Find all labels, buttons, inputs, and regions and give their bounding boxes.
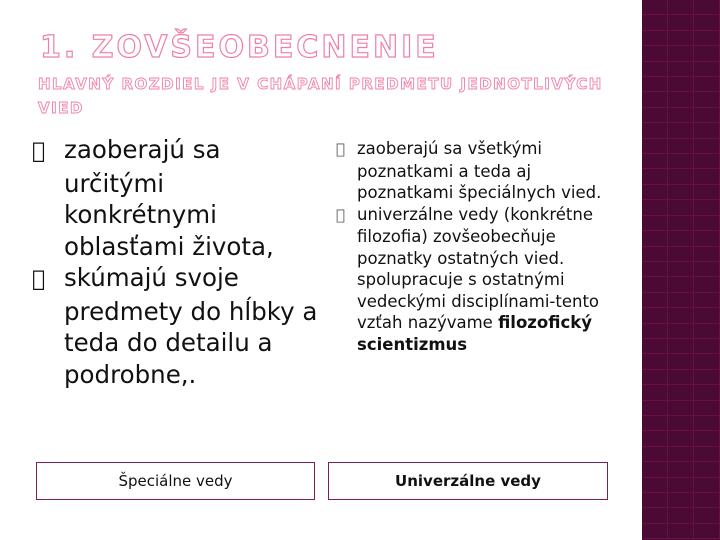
strip-cell (642, 231, 668, 246)
strip-cell (642, 200, 668, 215)
strip-cell (642, 401, 668, 416)
strip-cell (694, 216, 720, 231)
strip-cell (668, 247, 694, 262)
strip-cell (642, 15, 668, 30)
strip-cell (668, 108, 694, 123)
strip-cell (694, 247, 720, 262)
strip-cell (694, 46, 720, 61)
strip-cell (668, 308, 694, 323)
right-column (336, 138, 616, 355)
strip-cell (642, 92, 668, 107)
right-item-1-text: zaoberajú sa všetkými poznatkami a teda aj poznatkami špeciálnych vied. (357, 139, 602, 201)
left-column (32, 134, 322, 390)
strip-cell (642, 431, 668, 446)
strip-cell (642, 339, 668, 354)
strip-cell (694, 108, 720, 123)
strip-cell (668, 416, 694, 431)
strip-cell (668, 154, 694, 169)
strip-cell (694, 508, 720, 523)
strip-cell (668, 385, 694, 400)
strip-cell (694, 231, 720, 246)
strip-cell (694, 154, 720, 169)
strip-cell (694, 262, 720, 277)
strip-cell (694, 77, 720, 92)
strip-cell (694, 431, 720, 446)
strip-cell (694, 339, 720, 354)
strip-cell (694, 478, 720, 493)
strip-cell (642, 77, 668, 92)
strip-cell (642, 416, 668, 431)
strip-cell (668, 77, 694, 92)
strip-cell (642, 524, 668, 539)
strip-cell (642, 108, 668, 123)
strip-cell (642, 447, 668, 462)
strip-cell (668, 231, 694, 246)
strip-cell (668, 431, 694, 446)
strip-cell (668, 139, 694, 154)
strip-cell (668, 293, 694, 308)
strip-cell (642, 478, 668, 493)
strip-cell (668, 15, 694, 30)
strip-cell (694, 277, 720, 292)
strip-cell (642, 62, 668, 77)
bullet-icon (32, 136, 64, 168)
strip-cell (694, 15, 720, 30)
strip-cell (642, 370, 668, 385)
strip-cell (694, 401, 720, 416)
special-sciences-box (36, 462, 315, 500)
strip-cell (642, 493, 668, 508)
strip-cell (668, 339, 694, 354)
strip-cell (668, 169, 694, 184)
strip-cell (694, 370, 720, 385)
slide-title: 1. ZOVŠEOBECNENIE (40, 30, 439, 65)
strip-cell (668, 216, 694, 231)
strip-cell (668, 401, 694, 416)
strip-cell (668, 200, 694, 215)
strip-cell (694, 385, 720, 400)
bullet-icon (32, 264, 64, 296)
strip-cell (642, 293, 668, 308)
strip-cell (642, 46, 668, 61)
strip-cell (642, 185, 668, 200)
strip-cell (642, 123, 668, 138)
strip-cell (642, 462, 668, 477)
strip-cell (694, 139, 720, 154)
strip-cell (694, 31, 720, 46)
strip-cell (668, 478, 694, 493)
strip-cell (642, 324, 668, 339)
strip-cell (694, 462, 720, 477)
strip-cell (694, 293, 720, 308)
special-sciences-label: Špeciálne vedy (118, 472, 233, 490)
strip-cell (694, 354, 720, 369)
universal-sciences-label: Univerzálne vedy (395, 472, 541, 490)
strip-cell (694, 416, 720, 431)
strip-cell (694, 324, 720, 339)
strip-cell (642, 385, 668, 400)
strip-cell (668, 370, 694, 385)
strip-cell (694, 123, 720, 138)
strip-cell (694, 493, 720, 508)
strip-cell (642, 216, 668, 231)
strip-cell (642, 508, 668, 523)
strip-cell (668, 447, 694, 462)
strip-cell (668, 123, 694, 138)
left-item-2 (32, 262, 322, 390)
right-item-2 (336, 204, 616, 356)
right-item-2-emphasis: filozofický scientizmus (357, 311, 592, 352)
strip-cell (668, 46, 694, 61)
strip-cell (694, 200, 720, 215)
strip-cell (694, 169, 720, 184)
strip-cell (668, 354, 694, 369)
strip-cell (668, 185, 694, 200)
strip-cell (642, 31, 668, 46)
strip-cell (668, 524, 694, 539)
strip-cell (668, 31, 694, 46)
slide-subtitle: HLAVNÝ ROZDIEL JE V CHÁPANÍ PREDMETU JEDNOTLIVÝCH VIED (38, 75, 603, 117)
strip-cell (642, 0, 668, 15)
bullet-icon (336, 205, 357, 227)
strip-cell (668, 92, 694, 107)
strip-cell (668, 0, 694, 15)
bullet-icon (336, 139, 357, 161)
strip-cell (668, 462, 694, 477)
strip-cell (668, 262, 694, 277)
strip-cell (694, 0, 720, 15)
right-item-2-text: univerzálne vedy (konkrétne filozofia) zovšeobecňuje poznatky ostatných vied. spolupracuje s ostatnými vedeckými disciplínami-tento vzťah nazývame (357, 203, 600, 330)
decorative-strip (642, 0, 720, 540)
strip-cell (668, 508, 694, 523)
strip-cell (668, 277, 694, 292)
strip-cell (694, 524, 720, 539)
right-item-1 (336, 138, 616, 204)
strip-cell (694, 92, 720, 107)
strip-cell (694, 447, 720, 462)
strip-cell (642, 262, 668, 277)
left-item-1-text: zaoberajú sa určitými konkrétnymi oblasťami života, (64, 135, 274, 259)
strip-cell (642, 139, 668, 154)
strip-cell (642, 354, 668, 369)
strip-cell (668, 62, 694, 77)
strip-cell (642, 154, 668, 169)
strip-cell (694, 308, 720, 323)
strip-cell (642, 169, 668, 184)
strip-cell (668, 493, 694, 508)
strip-cell (694, 62, 720, 77)
left-item-1 (32, 134, 322, 262)
strip-cell (694, 185, 720, 200)
strip-cell (642, 247, 668, 262)
universal-sciences-box (328, 462, 608, 500)
left-item-2-text: skúmajú svoje predmety do hĺbky a teda do detailu a podrobne,. (64, 261, 318, 385)
strip-cell (642, 277, 668, 292)
strip-cell (642, 308, 668, 323)
strip-cell (668, 324, 694, 339)
